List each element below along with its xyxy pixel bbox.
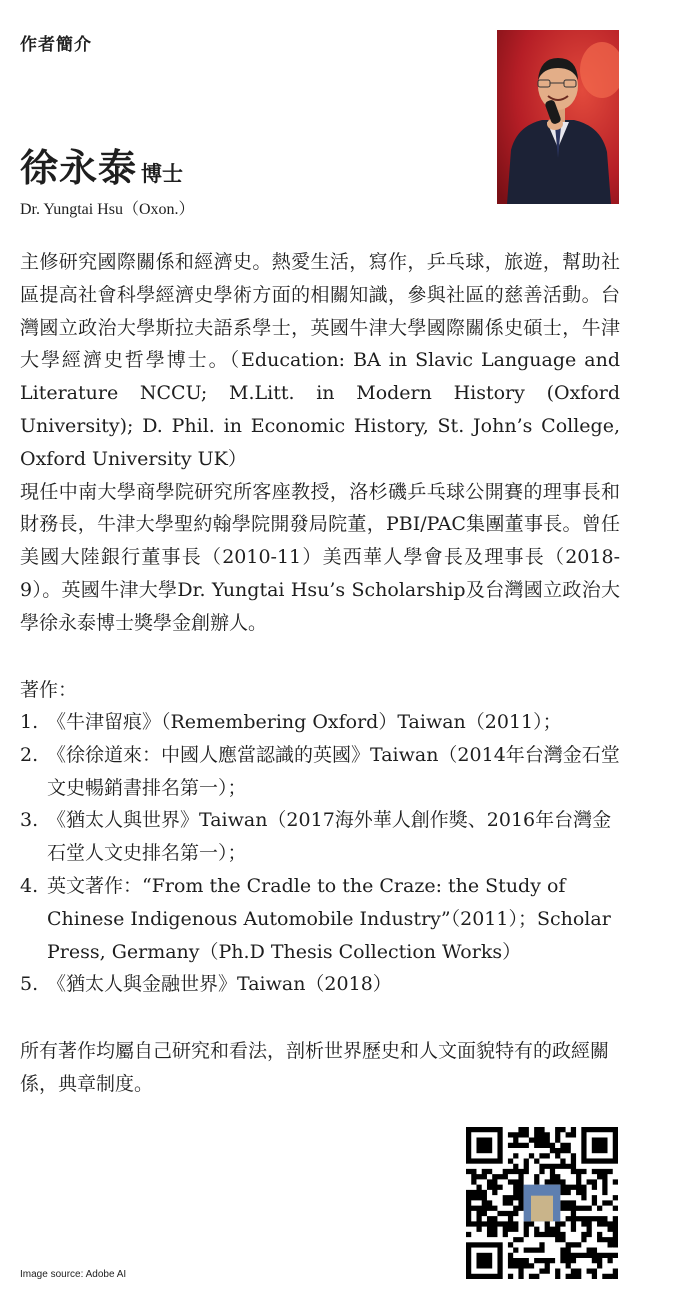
author-name-block	[20, 137, 195, 219]
list-item	[20, 706, 620, 739]
section-label: 作者簡介	[20, 35, 92, 55]
author-portrait	[497, 30, 619, 204]
list-number: 3.	[20, 809, 39, 832]
author-name-english: Dr. Yungtai Hsu（Oxon.）	[20, 201, 195, 218]
author-title-chinese: 博士	[141, 161, 184, 186]
work-title: 《牛津留痕》（Remembering Oxford）Taiwan（2011）；	[47, 711, 562, 733]
list-number: 1.	[20, 711, 39, 733]
qr-code[interactable]	[466, 1127, 618, 1279]
list-number: 5.	[20, 973, 39, 996]
work-title: 《徐徐道來：中國人應當認識的英國》Taiwan（2014年台灣金石堂文史暢銷書排名第一）；	[47, 743, 620, 799]
qr-center-image	[524, 1185, 561, 1222]
works-heading: 著作：	[20, 679, 78, 701]
works-list	[20, 706, 620, 1001]
list-item	[20, 739, 620, 805]
work-title: 英文著作：“From the Cradle to the Craze: the Study of Chinese Indigenous Automobile Industry”（2011）；Scholar Press, Germany（Ph.D Thesis Collection Works）	[47, 874, 611, 963]
closing-statement: 所有著作均屬自己研究和看法，剖析世界歷史和人文面貌特有的政經關係，典章制度。	[20, 1040, 610, 1095]
bio-paragraph: 現任中南大學商學院研究所客座教授，洛杉磯乒乓球公開賽的理事長和財務長，牛津大學聖約翰學院開發局院董，PBI/PAC集團董事長。曾任美國大陸銀行董事長（2010-11）美西華人學會長及理事長（2018-9）。英國牛津大學Dr. Yungtai Hsu’s Scholarship及台灣國立政治大學徐永泰博士獎學金創辦人。	[20, 480, 620, 634]
author-name-chinese: 徐永泰	[20, 145, 138, 190]
image-source-caption: Image source: Adobe AI	[20, 1269, 127, 1280]
list-item	[20, 870, 620, 968]
list-item	[20, 968, 620, 1001]
list-number: 2.	[20, 743, 39, 766]
bio-paragraph: 主修研究國際關係和經濟史。熱愛生活，寫作，乒乓球，旅遊，幫助社區提高社會科學經濟史學術方面的相關知識，參與社區的慈善活動。台灣國立政治大學斯拉夫語系學士，英國牛津大學國際關係史碩士，牛津大學經濟史哲學博士。（Education: BA in Slavic Language and Literature NCCU; M.Litt. in Modern History (Oxford University); D. Phil. in Economic History, St. John’s College, Oxford University UK）	[20, 251, 620, 470]
work-title: 《猶太人與金融世界》Taiwan（2018）	[47, 973, 392, 996]
list-number: 4.	[20, 874, 39, 897]
qr-finder-pattern	[466, 1127, 503, 1164]
biography	[20, 246, 620, 640]
work-title: 《猶太人與世界》Taiwan（2017海外華人創作獎、2016年台灣金石堂人文史排名第一）；	[47, 809, 612, 865]
qr-finder-pattern	[581, 1127, 618, 1164]
qr-finder-pattern	[466, 1242, 503, 1279]
list-item	[20, 804, 620, 870]
